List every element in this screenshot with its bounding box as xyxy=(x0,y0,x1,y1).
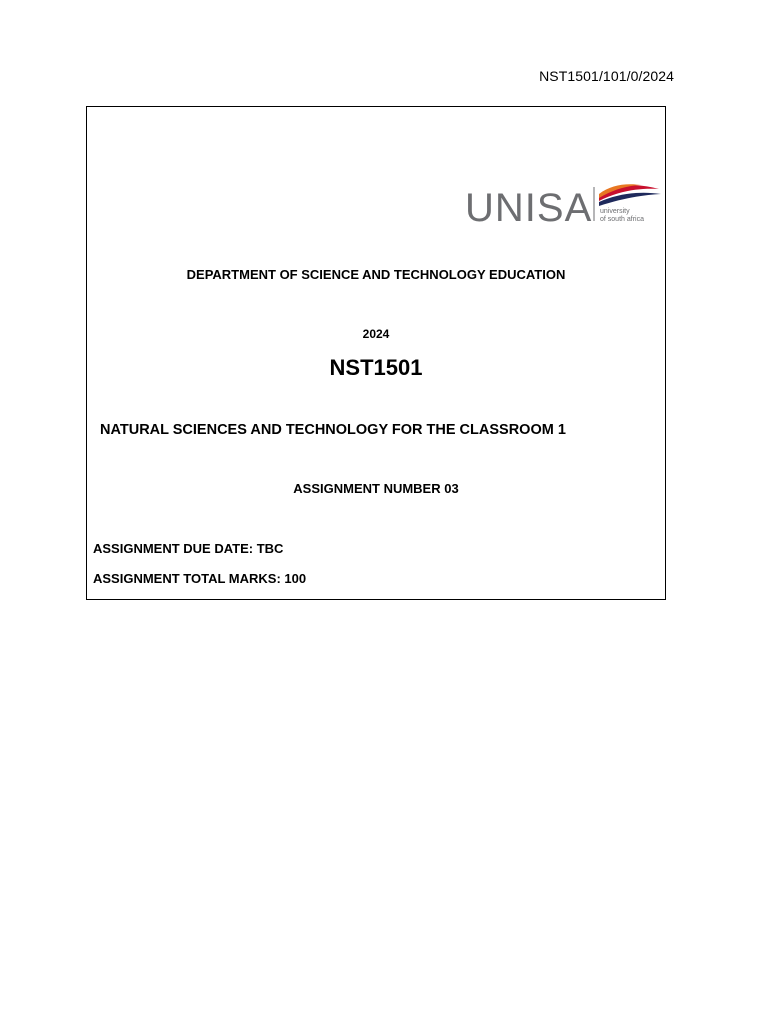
module-code: NST1501 xyxy=(329,355,423,380)
department-heading: DEPARTMENT OF SCIENCE AND TECHNOLOGY EDUCATION xyxy=(186,267,566,282)
logo-wordmark: UNISA xyxy=(465,186,593,227)
logo-tagline-line1: university xyxy=(600,208,630,215)
assignment-total-marks: ASSIGNMENT TOTAL MARKS: 100 xyxy=(93,571,307,586)
document-reference: NST1501/101/0/2024 xyxy=(539,68,674,84)
module-name: NATURAL SCIENCES AND TECHNOLOGY FOR THE CLASSROOM 1 xyxy=(100,422,566,438)
logo-swoosh-icon xyxy=(599,184,661,206)
unisa-logo xyxy=(465,181,663,227)
assignment-number: ASSIGNMENT NUMBER 03 xyxy=(293,481,459,496)
year-label: 2024 xyxy=(362,327,390,341)
assignment-due-date: ASSIGNMENT DUE DATE: TBC xyxy=(93,541,284,556)
logo-tagline-line2: of south africa xyxy=(600,216,644,223)
cover-page-box xyxy=(86,106,666,600)
